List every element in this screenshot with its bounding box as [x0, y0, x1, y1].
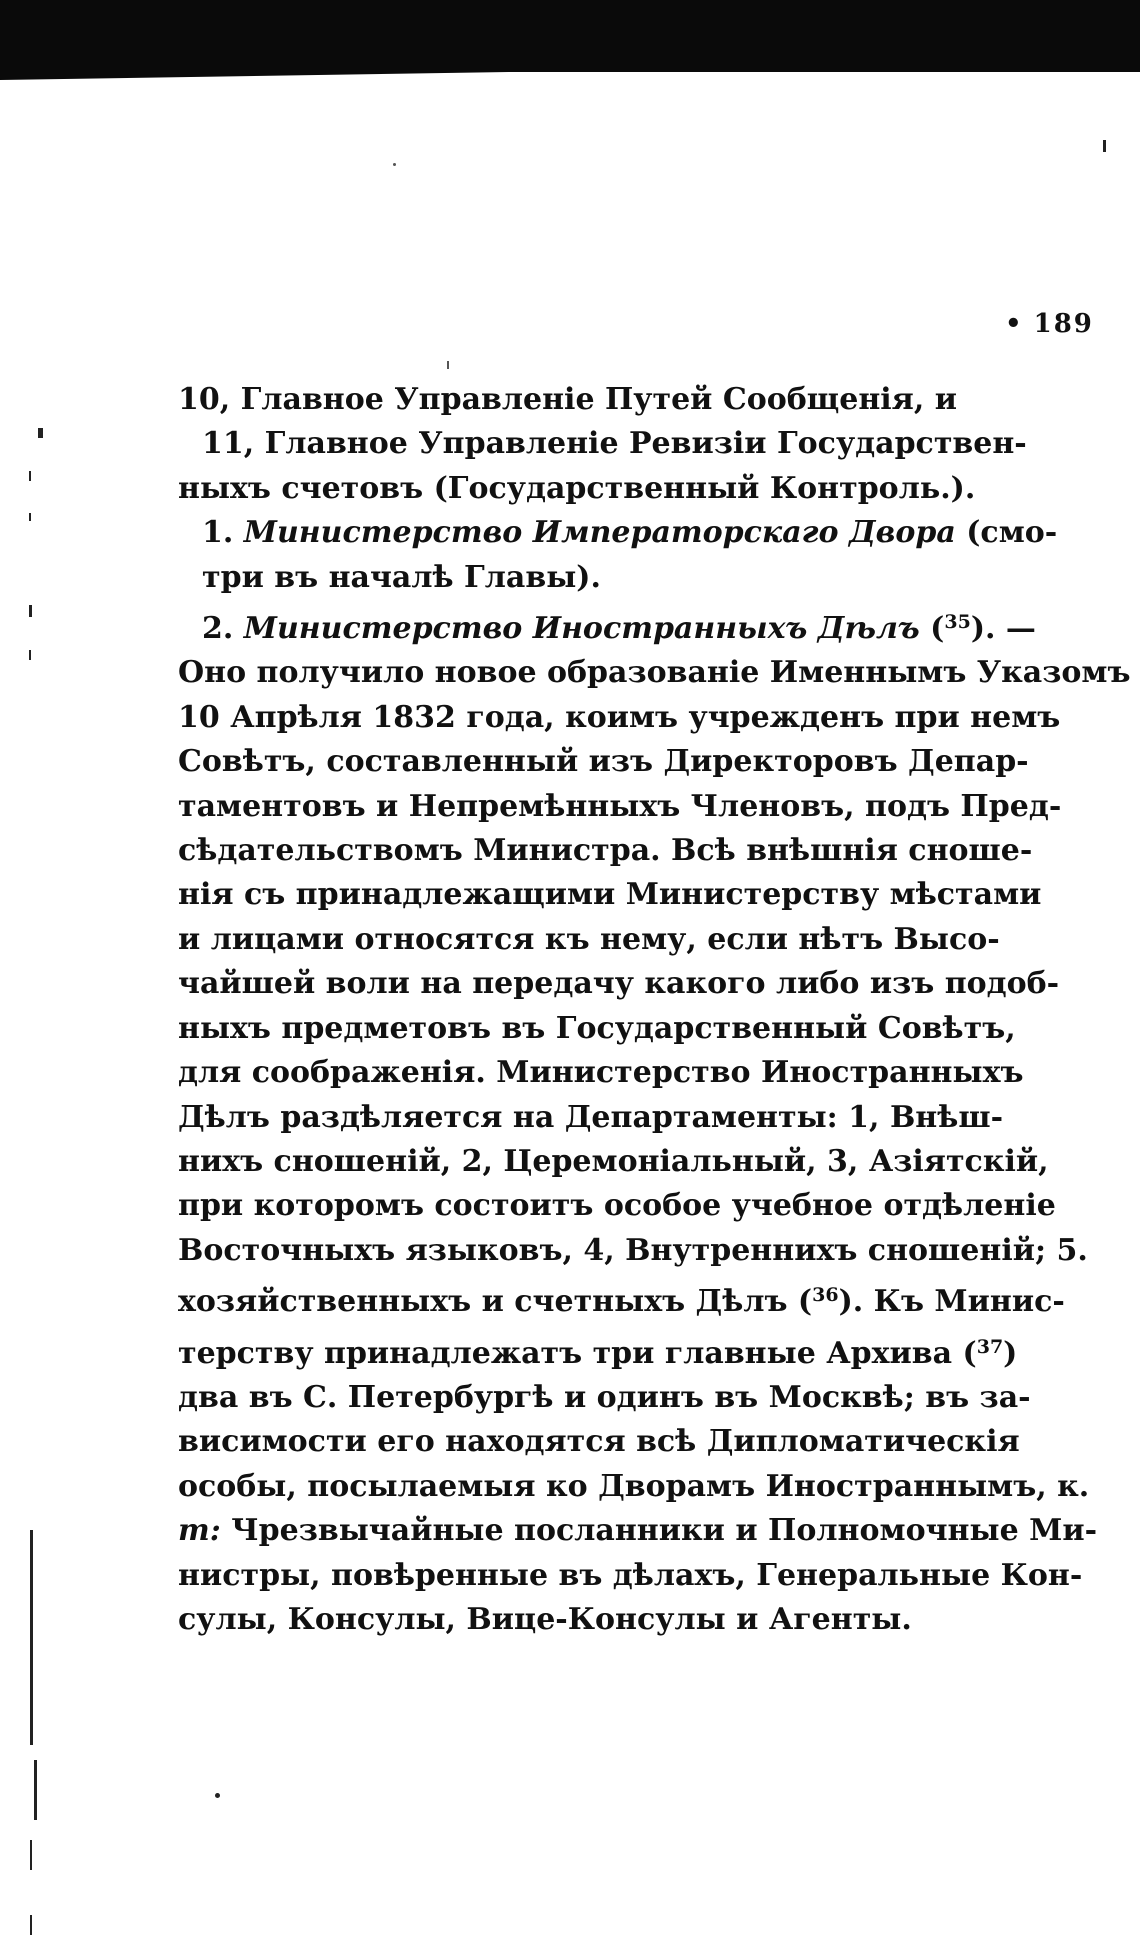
- text-line: нія съ принадлежащими Министерству мѣстами: [178, 877, 1042, 913]
- text-line: чайшей воли на передачу какого либо изъ подоб-: [178, 966, 1060, 1002]
- body-text: [178, 378, 1131, 1642]
- text-line: и лицами относятся къ нему, если нѣтъ Высо-: [178, 921, 1000, 957]
- scan-margin-mark: [30, 1840, 32, 1870]
- text-line: [178, 1509, 1098, 1553]
- text-line: при которомъ состоитъ особое учебное отдѣленіе: [178, 1188, 1056, 1224]
- scan-margin-mark: [38, 428, 43, 438]
- footnote-ref: 35: [944, 611, 971, 634]
- text-line: особы, посылаемыя ко Дворамъ Иностраннымъ, к.: [178, 1468, 1090, 1504]
- text-fragment: . Къ Минис-: [852, 1284, 1065, 1320]
- scan-margin-mark: [30, 1915, 32, 1935]
- text-line: нистры, повѣренные въ дѣлахъ, Генеральные Кон-: [178, 1557, 1083, 1593]
- text-line: сѣдательствомъ Министра. Всѣ внѣшнія сноше-: [178, 833, 1033, 869]
- text-line: 10, Главное Управленіе Путей Сообщенія, и: [178, 382, 957, 417]
- page-number: [1005, 309, 1094, 339]
- text-line: три въ началѣ Главы).: [202, 559, 601, 595]
- text-line: Оно получило новое образованіе Именнымъ Указомъ: [178, 655, 1131, 691]
- page-number-value: 189: [1033, 309, 1094, 339]
- text-line: Восточныхъ языковъ, 4, Внутреннихъ сношеній; 5.: [178, 1232, 1088, 1268]
- ministry-title: Министерство Императорскаго Двора: [243, 515, 956, 551]
- footnote-ref: 37: [976, 1335, 1004, 1358]
- scan-margin-mark: [29, 513, 31, 521]
- footnote-ref: 36: [812, 1284, 839, 1307]
- text-line: Дѣлъ раздѣляется на Департаменты: 1, Внѣш-: [178, 1099, 1004, 1135]
- scan-speck: [215, 1793, 220, 1798]
- scan-speck: [447, 361, 449, 369]
- page-number-mark: •: [1005, 309, 1024, 339]
- scan-margin-mark: [30, 1530, 33, 1745]
- text-line: хозяйственныхъ и счетныхъ Дѣлъ ($^{36}$). Къ Минис-: [178, 1284, 1065, 1320]
- text-fragment: т:: [178, 1513, 221, 1549]
- scan-margin-mark: [29, 650, 31, 660]
- scan-margin-mark: [29, 605, 32, 617]
- text-line: для соображенія. Министерство Иностранныхъ: [178, 1055, 1024, 1091]
- scan-margin-mark: [34, 1760, 37, 1820]
- item-number: 1.: [202, 515, 234, 551]
- text-fragment: (смо-: [966, 515, 1058, 551]
- scan-speck: [393, 163, 396, 166]
- text-line: ныхъ счетовъ (Государственный Контроль.).: [178, 470, 976, 506]
- text-line: [178, 511, 1058, 555]
- text-fragment: Чрезвычайные посланники и Полномочные Ми-: [231, 1513, 1098, 1549]
- item-number: 2.: [202, 611, 234, 647]
- text-line: сулы, Консулы, Вице-Консулы и Агенты.: [178, 1601, 912, 1637]
- text-line: ныхъ предметовъ въ Государственный Совѣтъ,: [178, 1010, 1016, 1046]
- text-line: терству принадлежатъ три главные Архива ($^{37}$): [178, 1335, 1018, 1371]
- ministry-title: Министерство Иностранныхъ Дѣлъ: [243, 611, 920, 647]
- text-line: 11, Главное Управленіе Ревизіи Государствен-: [202, 426, 1027, 462]
- text-line: таментовъ и Непремѣнныхъ Членовъ, подъ Пред-: [178, 788, 1062, 824]
- text-line: висимости его находятся всѣ Дипломатическія: [178, 1424, 1020, 1460]
- text-line: нихъ сношеній, 2, Церемоніальный, 3, Азіятскій,: [178, 1143, 1049, 1179]
- text-fragment: хозяйственныхъ и счетныхъ Дѣлъ: [178, 1284, 788, 1320]
- text-line: 10 Апрѣля 1832 года, коимъ учрежденъ при немъ: [178, 699, 1061, 735]
- text-line: два въ С. Петербургѣ и одинъ въ Москвѣ; въ за-: [178, 1379, 1031, 1415]
- text-fragment: терству принадлежатъ три главные Архива: [178, 1335, 953, 1371]
- text-line: Совѣтъ, составленный изъ Директоровъ Депар-: [178, 744, 1029, 780]
- scan-margin-mark: [1103, 140, 1106, 152]
- text-fragment: . —: [985, 611, 1036, 647]
- scan-margin-mark: [29, 471, 31, 481]
- text-line: 2. Министерство Иностранныхъ Дѣлъ ($^{35}$). —: [202, 611, 1036, 647]
